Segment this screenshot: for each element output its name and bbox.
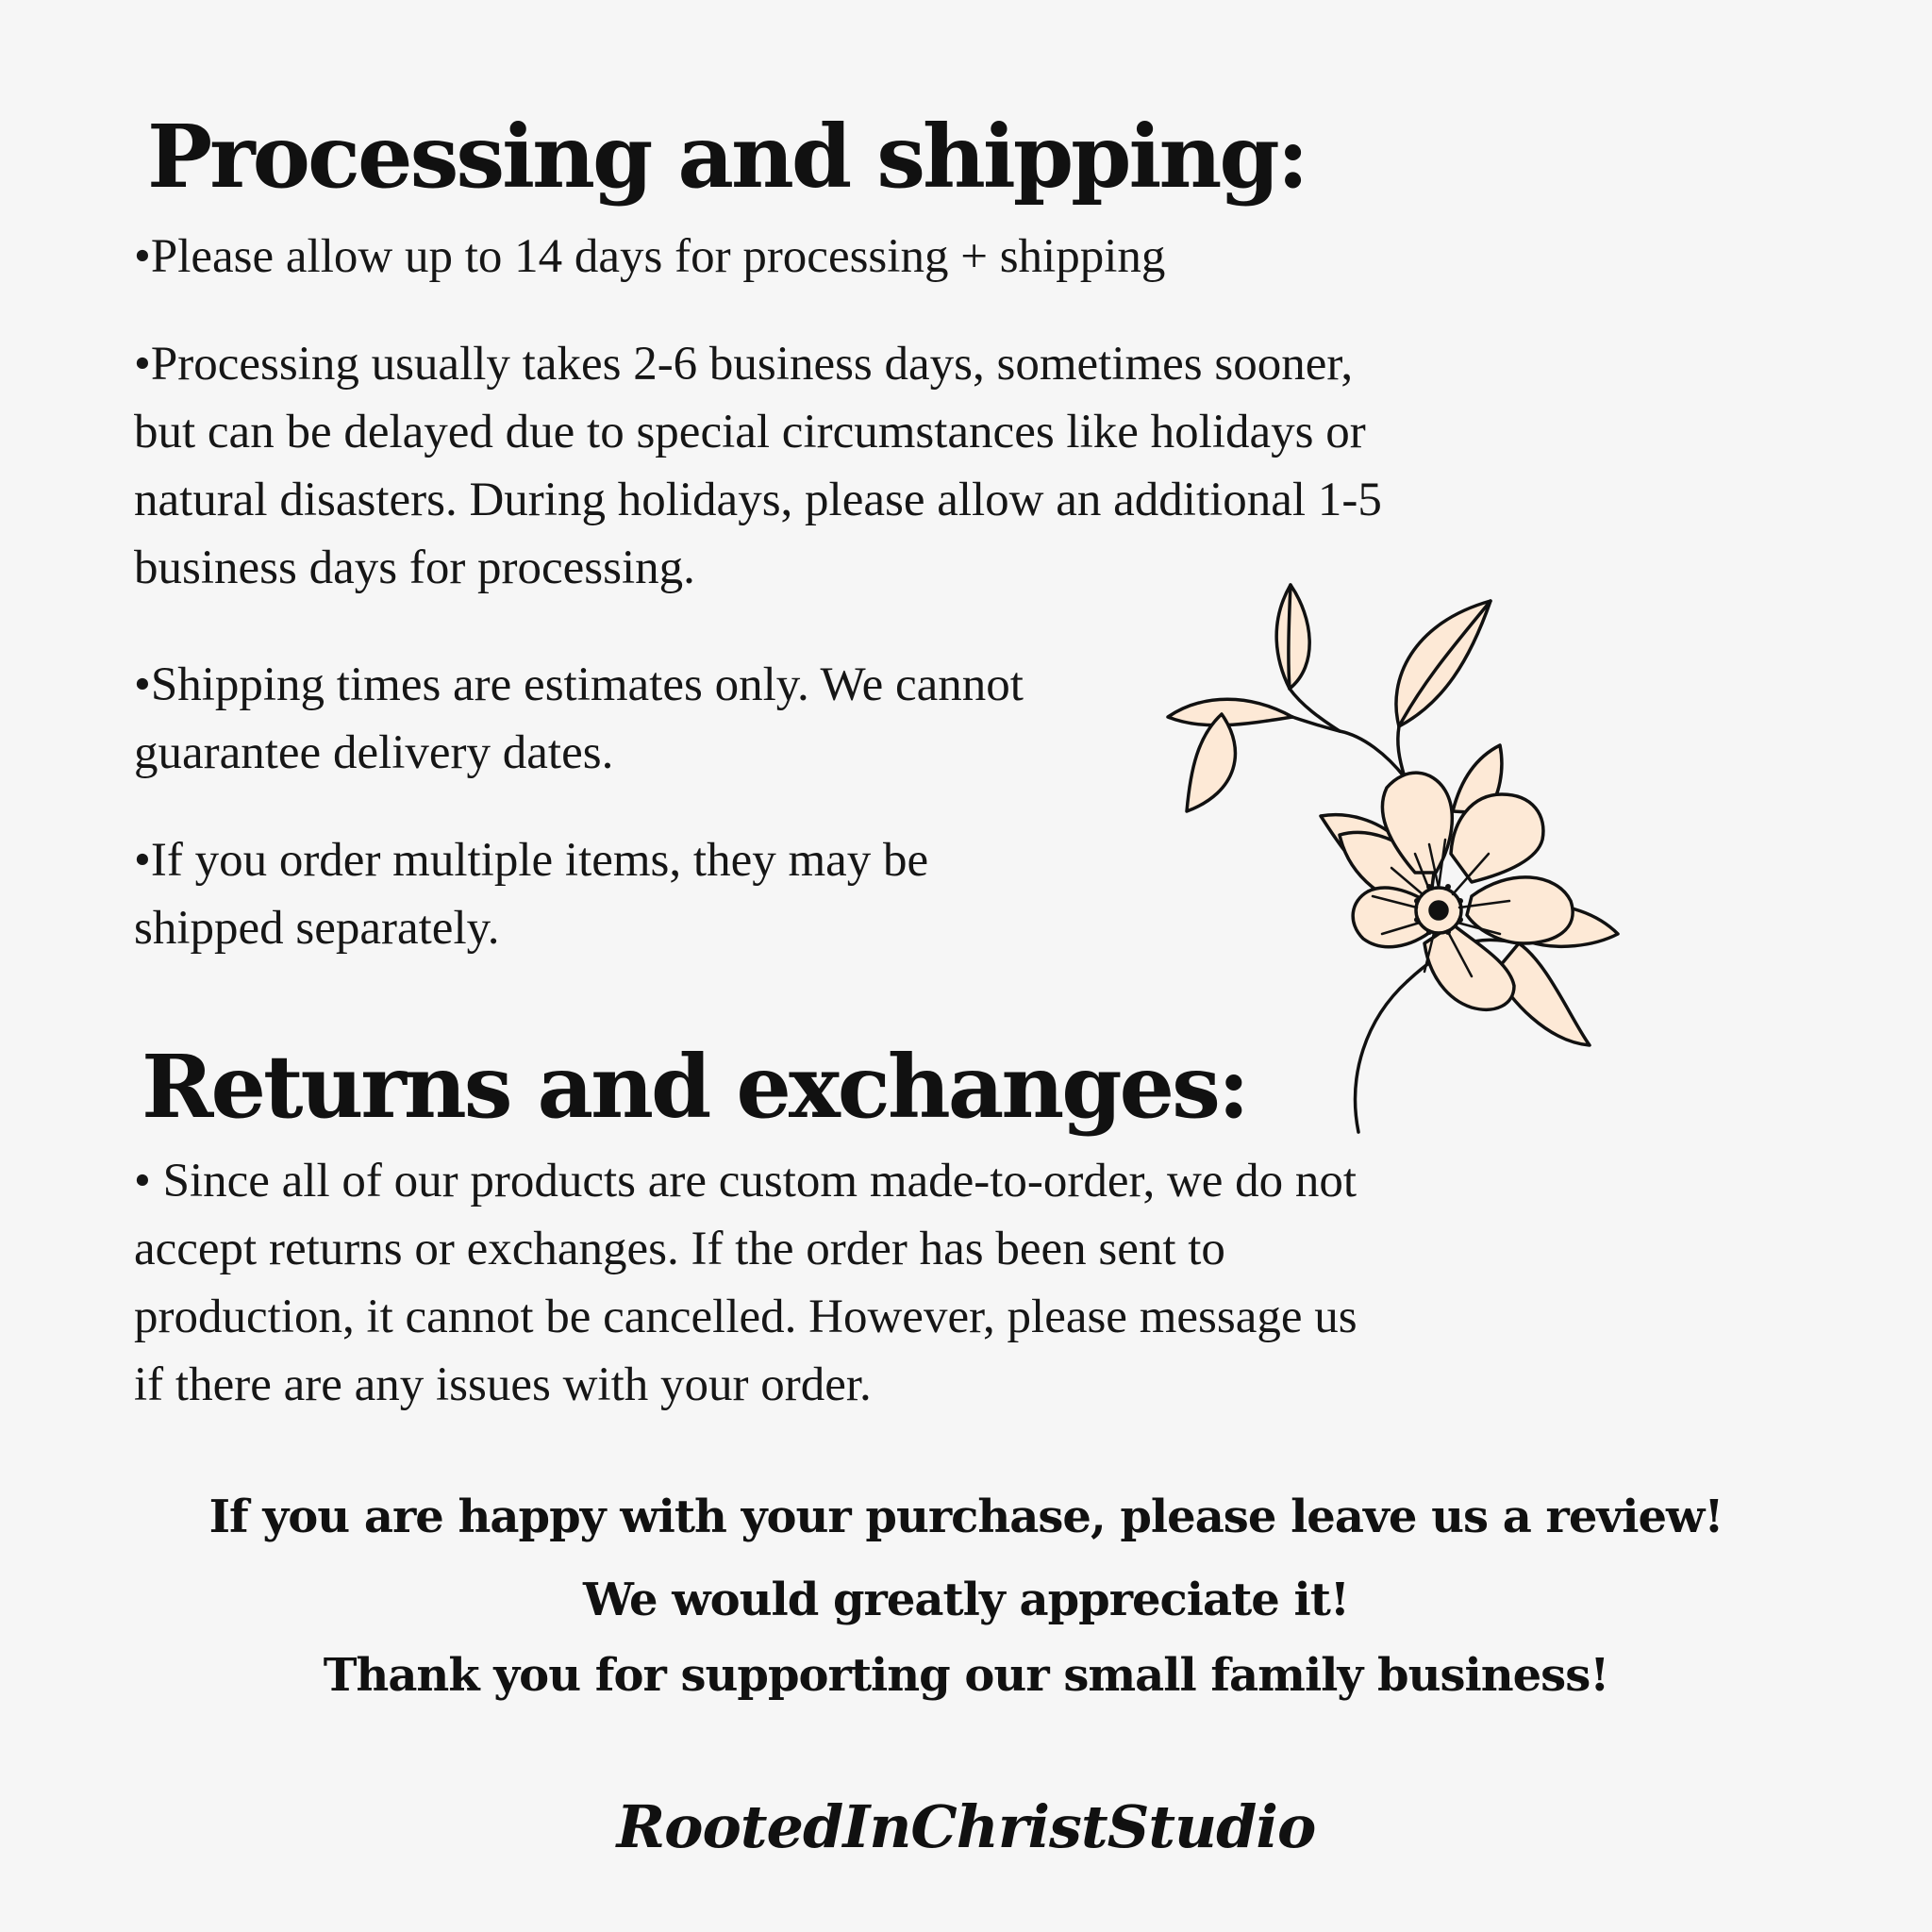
shipping-bullet-3 — [134, 651, 1024, 787]
shipping-bullet-3-line: •Shipping times are estimates only. We cannot — [134, 658, 1024, 711]
returns-bullet-1-line: accept returns or exchanges. If the order has been sent to — [134, 1223, 1225, 1275]
shipping-bullet-3-line: guarantee delivery dates. — [134, 726, 614, 779]
closing-thanks: Thank you for supporting our small family business! — [323, 1649, 1609, 1702]
returns-bullet-1-line: if there are any issues with your order. — [134, 1358, 872, 1411]
closing-review-request: If you are happy with your purchase, please leave us a review! — [208, 1491, 1724, 1543]
returns-bullet-1-line: • Since all of our products are custom made-to-order, we do not — [134, 1155, 1357, 1208]
shipping-bullet-1-line: •Please allow up to 14 days for processing + shipping — [134, 230, 1166, 283]
returns-heading: Returns and exchanges: — [142, 1036, 1247, 1138]
shipping-bullet-1 — [134, 223, 1165, 291]
shipping-bullet-4 — [134, 826, 928, 962]
shipping-bullet-2-line: business days for processing. — [134, 541, 695, 594]
shipping-bullet-2-line: natural disasters. During holidays, please allow an additional 1-5 — [134, 474, 1382, 526]
shipping-bullet-2 — [134, 330, 1382, 602]
shipping-bullet-2-line: •Processing usually takes 2-6 business days, sometimes sooner, — [134, 338, 1354, 391]
shipping-bullet-4-line: •If you order multiple items, they may be — [134, 834, 929, 887]
returns-bullet-1-line: production, it cannot be cancelled. However, please message us — [134, 1291, 1357, 1343]
shipping-bullet-2-line: but can be delayed due to special circumstances like holidays or — [134, 406, 1366, 458]
returns-bullet-1 — [134, 1147, 1357, 1419]
brand-signature: RootedInChristStudio — [616, 1792, 1316, 1861]
shipping-heading: Processing and shipping: — [147, 106, 1307, 208]
closing-appreciation: We would greatly appreciate it! — [583, 1574, 1349, 1626]
shipping-bullet-4-line: shipped separately. — [134, 902, 500, 955]
flower-branch-icon — [1160, 580, 1623, 1137]
